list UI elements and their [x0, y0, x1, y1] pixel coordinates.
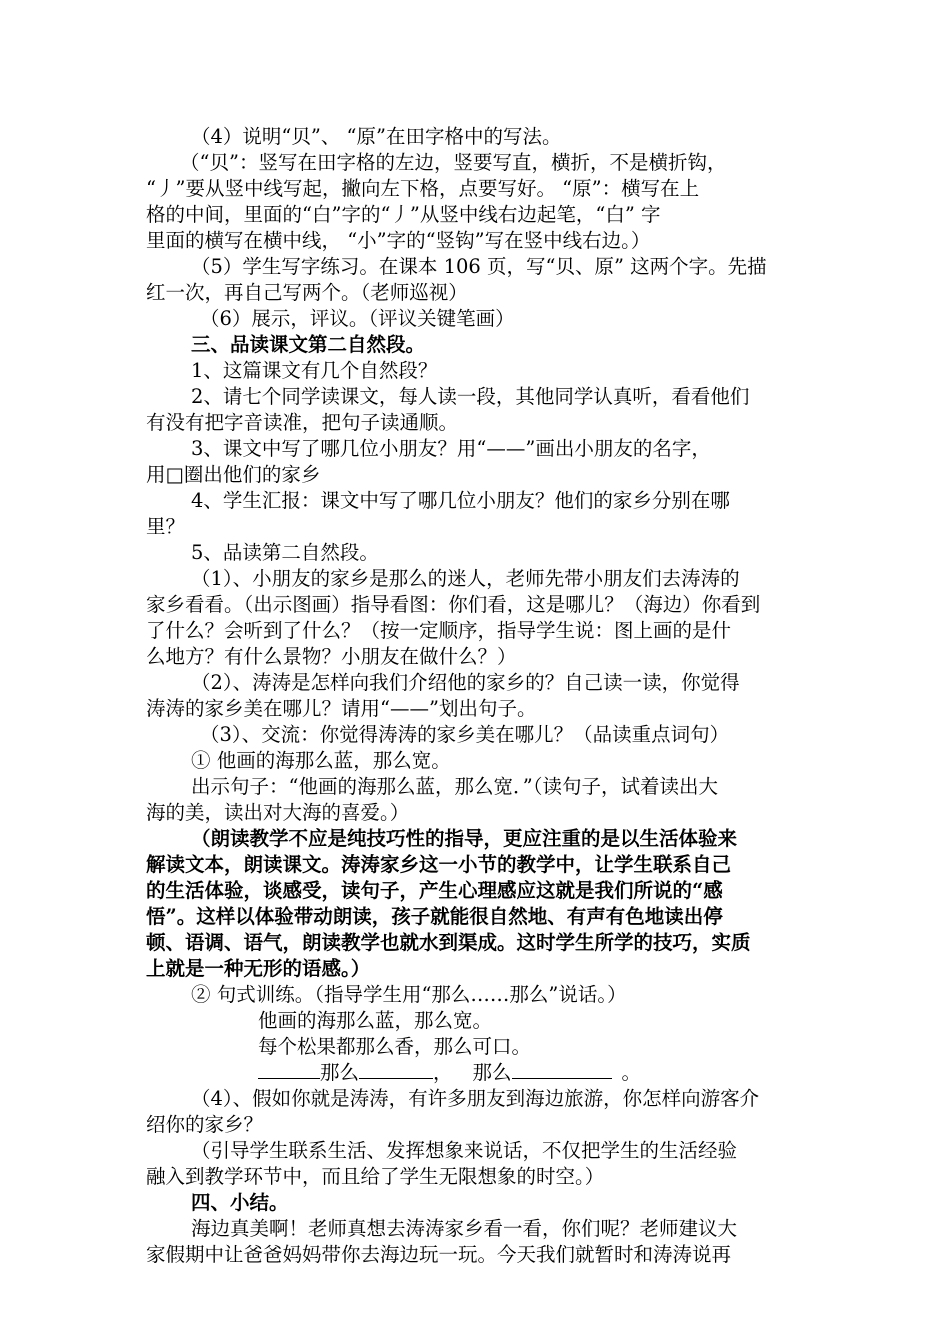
text-line: 里？ — [146, 515, 186, 538]
blank — [258, 1060, 320, 1079]
text-line: 2、请七个同学读课文，每人读一段，其他同学认真听，看看他们 — [191, 385, 750, 408]
example-sentence: 每个松果都那么香，那么可口。 — [258, 1035, 532, 1058]
bold-commentary: （朗读教学不应是纯技巧性的指导，更应注重的是以生活体验来 — [191, 827, 738, 850]
text-line: 么地方？有什么景物？小朋友在做什么？） — [146, 645, 517, 668]
text-line: 4、学生汇报：课文中写了哪几位小朋友？他们的家乡分别在哪 — [191, 489, 730, 512]
text-line: 海边真美啊！老师真想去涛涛家乡看一看，你们呢？老师建议大 — [191, 1217, 738, 1240]
text-line: （2）、涛涛是怎样向我们介绍他的家乡的？自己读一读，你觉得 — [191, 671, 740, 694]
text-line: 格的中间，里面的“白”字的“丿”从竖中线右边起笔，“白” 字 — [146, 203, 661, 226]
text-line: 红一次，再自己写两个。（老师巡视） — [146, 281, 468, 304]
text-line: “丿”要从竖中线写起，撇向左下格，点要写好。 “原”：横写在上 — [146, 177, 700, 200]
text-line: 用□圈出他们的家乡 — [146, 463, 321, 486]
text-line: 有没有把字音读准，把句子读通顺。 — [146, 411, 459, 434]
text-line: （4）说明“贝”、 “原”在田字格中的写法。 — [191, 125, 562, 148]
text-line: 海的美，读出对大海的喜爱。） — [146, 801, 410, 824]
text-line: （1）、小朋友的家乡是那么的迷人，老师先带小朋友们去涛涛的 — [191, 567, 740, 590]
text-line: ① 他画的海那么蓝，那么宽。 — [191, 749, 451, 772]
blank — [512, 1060, 612, 1079]
text-line: ② 句式训练。（指导学生用“那么……那么”说话。） — [191, 983, 627, 1006]
blank-word: 那么 — [320, 1061, 360, 1084]
text-line: 1、这篇课文有几个自然段？ — [191, 359, 438, 382]
text-line: 里面的横写在横中线， “小”字的“竖钩”写在竖中线右边。） — [146, 229, 651, 252]
text-line: 了什么？会听到了什么？（按一定顺序，指导学生说：图上画的是什 — [146, 619, 732, 642]
example-sentence: 他画的海那么蓝，那么宽。 — [258, 1009, 493, 1032]
text-line: 出示句子：“他画的海那么蓝，那么宽．”（读句子，试着读出大 — [191, 775, 718, 798]
text-line: 家乡看看。（出示图画）指导看图：你们看，这是哪儿？（海边）你看到 — [146, 593, 761, 616]
text-line: （5）学生写字练习。在课本 106 页，写“贝、原” 这两个字。先描 — [191, 255, 767, 278]
text-line: 涛涛的家乡美在哪儿？请用“——”划出句子。 — [146, 697, 537, 720]
text-line: 融入到教学环节中，而且给了学生无限想象的时空。） — [146, 1165, 605, 1188]
text-line: （3）、交流：你觉得涛涛的家乡美在哪儿？（品读重点词句） — [200, 723, 730, 746]
section-heading: 四、小结。 — [191, 1191, 289, 1214]
section-heading: 三、品读课文第二自然段。 — [191, 333, 426, 356]
bold-commentary: 悟”。这样以体验带动朗读，孩子就能很自然地、有声有色地读出停 — [146, 905, 723, 928]
text-line: （6）展示，评议。（评议关键笔画） — [200, 307, 515, 330]
text-line: （4）、假如你就是涛涛，有许多朋友到海边旅游，你怎样向游客介 — [191, 1087, 760, 1110]
text-line: 5、品读第二自然段。 — [191, 541, 379, 564]
text-line: 家假期中让爸爸妈妈带你去海边玩一玩。今天我们就暂时和涛涛说再 — [146, 1243, 732, 1266]
text-line: （引导学生联系生活、发挥想象来说话，不仅把学生的生活经验 — [191, 1139, 738, 1162]
text-line: 绍你的家乡？ — [146, 1113, 264, 1136]
bold-commentary: 的生活体验，谈感受，读句子，产生心理感应这就是我们所说的“感 — [146, 879, 723, 902]
bold-commentary: 解读文本，朗读课文。涛涛家乡这一小节的教学中，让学生联系自己 — [146, 853, 732, 876]
fill-blank-line — [258, 1060, 641, 1086]
text-line: （“贝”：竖写在田字格的左边，竖要写直，横折，不是横折钩， — [180, 151, 727, 174]
text-line: 3、课文中写了哪几位小朋友？用“——”画出小朋友的名字， — [191, 437, 711, 460]
blank-separator: ， — [433, 1061, 453, 1084]
blank-word: 那么 — [472, 1061, 512, 1084]
blank-end: 。 — [621, 1061, 642, 1084]
bold-commentary: 上就是一种无形的语感。） — [146, 957, 371, 980]
blank — [359, 1060, 433, 1079]
bold-commentary: 顿、语调、语气，朗读教学也就水到渠成。这时学生所学的技巧，实质 — [146, 931, 751, 954]
